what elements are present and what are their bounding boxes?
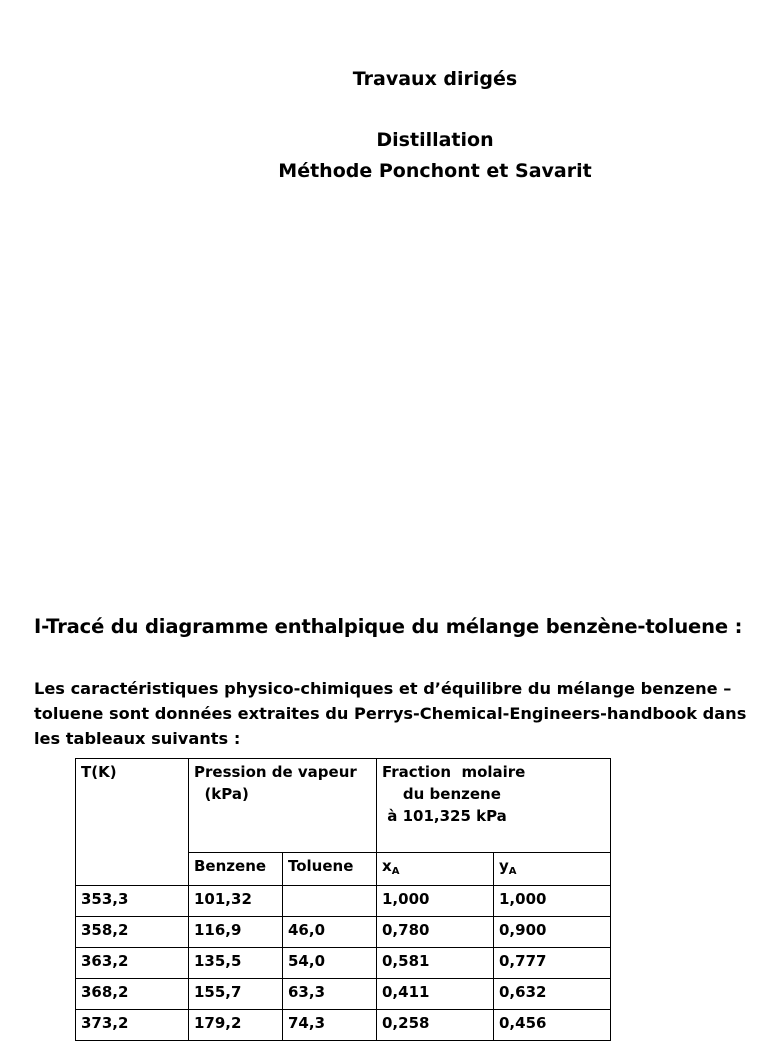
cell-benzene-pressure: 101,32	[189, 886, 283, 917]
header-temperature: T(K)	[76, 759, 189, 886]
title-line-3: Méthode Ponchont et Savarit	[278, 160, 592, 182]
cell-toluene-pressure	[283, 886, 377, 917]
cell-temperature: 368,2	[76, 979, 189, 1010]
cell-toluene-pressure: 63,3	[283, 979, 377, 1010]
cell-toluene-pressure: 46,0	[283, 917, 377, 948]
cell-temperature: 353,3	[76, 886, 189, 917]
title-travaux-diriges	[240, 64, 630, 95]
cell-benzene-pressure: 179,2	[189, 1010, 283, 1041]
cell-xa: 0,258	[377, 1010, 494, 1041]
cell-benzene-pressure: 155,7	[189, 979, 283, 1010]
cell-xa: 1,000	[377, 886, 494, 917]
cell-temperature: 363,2	[76, 948, 189, 979]
cell-temperature: 358,2	[76, 917, 189, 948]
title-line-1: Travaux dirigés	[352, 68, 518, 90]
table-row	[76, 917, 611, 948]
equilibrium-table	[75, 758, 611, 1041]
subheader-benzene: Benzene	[189, 853, 283, 886]
intro-line: Les caractéristiques physico-chimiques et d’équilibre du mélange benzene –	[34, 679, 732, 698]
cell-xa: 0,780	[377, 917, 494, 948]
subheader-ya	[494, 853, 611, 886]
section-heading: I-Tracé du diagramme enthalpique du mélange benzène-toluene :	[34, 615, 743, 638]
table-row	[76, 979, 611, 1010]
cell-toluene-pressure: 74,3	[283, 1010, 377, 1041]
subheader-y-index: A	[508, 866, 517, 877]
subheader-x-symbol: x	[382, 857, 392, 875]
table-row	[76, 1010, 611, 1041]
subheader-y-symbol: y	[499, 857, 509, 875]
header-mole-fraction: Fraction molaire du benzene à 101,325 kPa	[377, 759, 611, 853]
subheader-x-index: A	[391, 866, 400, 877]
intro-line: les tableaux suivants :	[34, 729, 241, 748]
cell-toluene-pressure: 54,0	[283, 948, 377, 979]
cell-benzene-pressure: 135,5	[189, 948, 283, 979]
cell-temperature: 373,2	[76, 1010, 189, 1041]
table-row	[76, 948, 611, 979]
table-header-row	[76, 759, 611, 853]
cell-xa: 0,411	[377, 979, 494, 1010]
title-distillation-method	[240, 125, 630, 187]
table-row	[76, 886, 611, 917]
cell-ya: 0,777	[494, 948, 611, 979]
header-vapor-pressure: Pression de vapeur (kPa)	[189, 759, 377, 853]
cell-ya: 0,900	[494, 917, 611, 948]
cell-ya: 0,632	[494, 979, 611, 1010]
subheader-toluene: Toluene	[283, 853, 377, 886]
cell-ya: 1,000	[494, 886, 611, 917]
title-line-2: Distillation	[376, 129, 494, 151]
cell-benzene-pressure: 116,9	[189, 917, 283, 948]
cell-xa: 0,581	[377, 948, 494, 979]
intro-line: toluene sont données extraites du Perrys-Chemical-Engineers-handbook dans	[34, 704, 747, 723]
cell-ya: 0,456	[494, 1010, 611, 1041]
intro-paragraph	[34, 676, 746, 751]
subheader-xa	[377, 853, 494, 886]
